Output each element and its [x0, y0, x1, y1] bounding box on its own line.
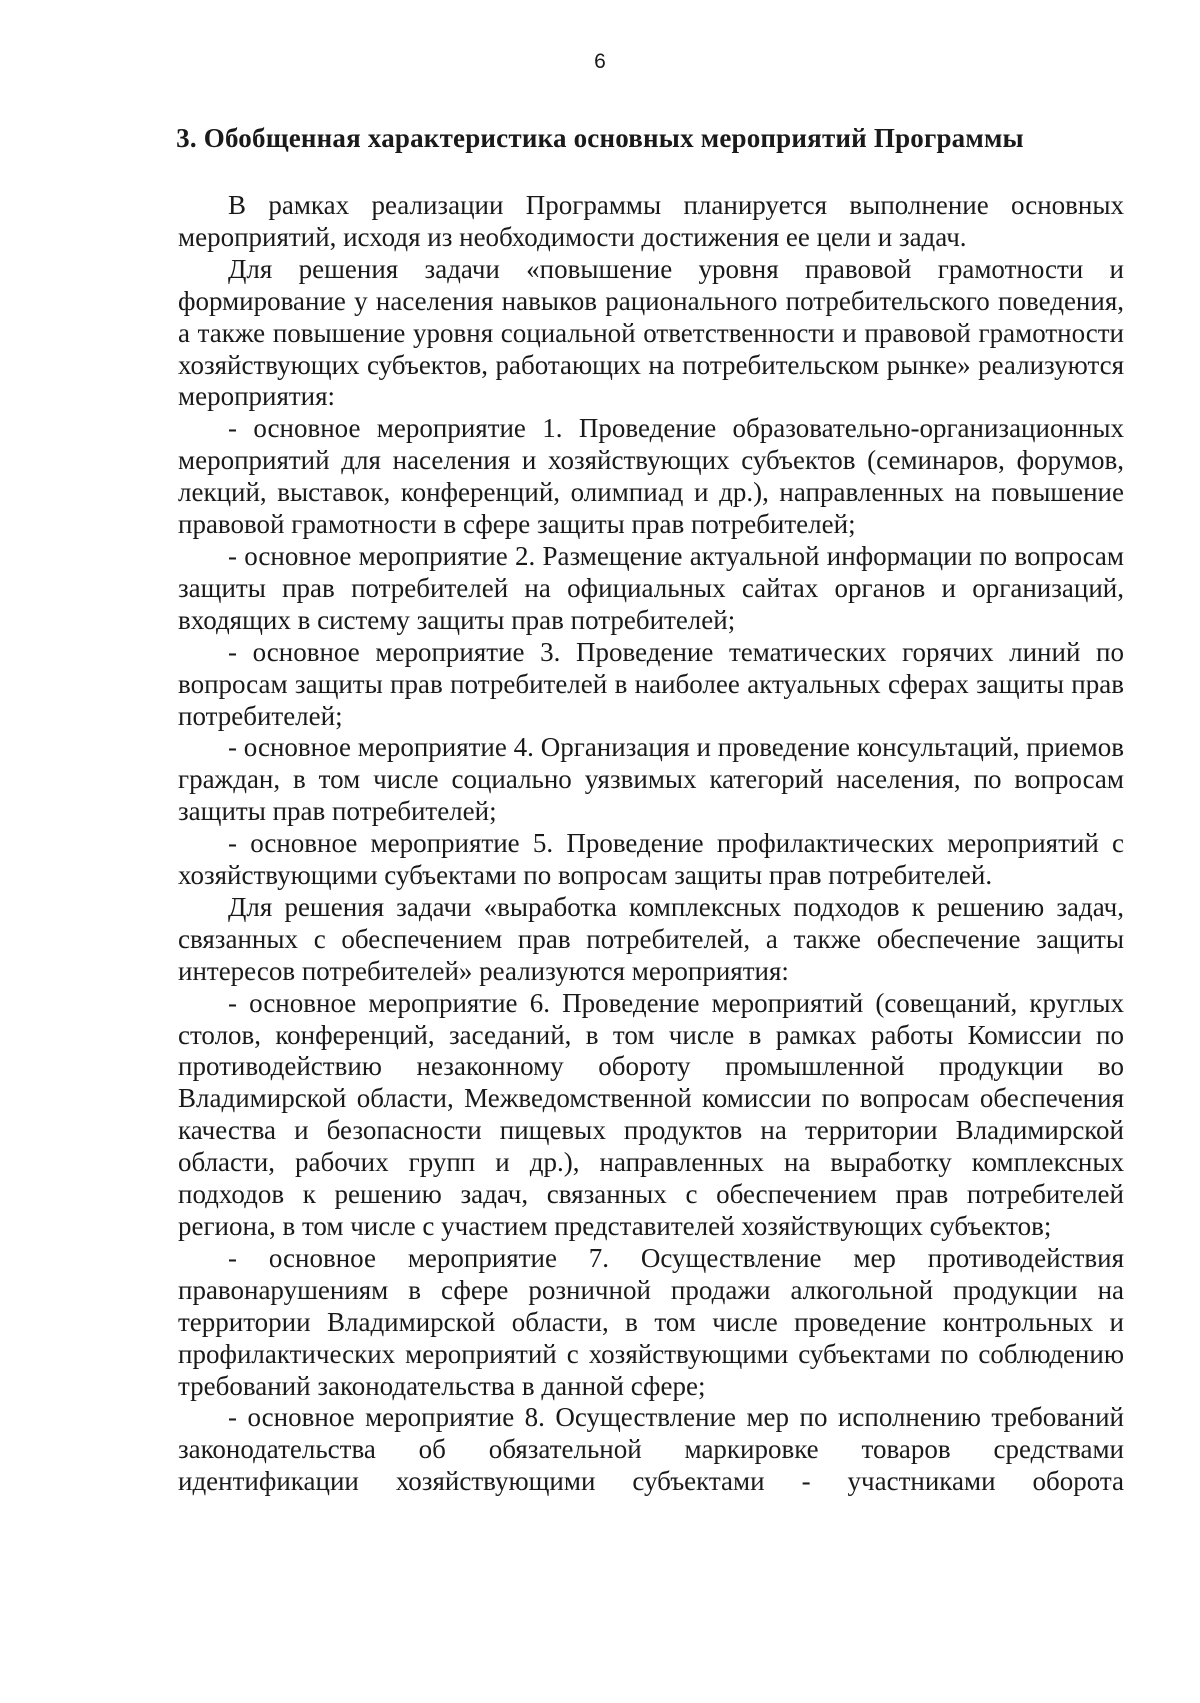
list-item-paragraph: - основное мероприятие 1. Проведение образовательно-организационных мероприятий для населения и хозяйствующих субъектов (семинаров, форумов, лекций, выставок, конференций, олимпиад и др.), направленных на повышение правовой грамотности в сфере защиты прав потребителей; [178, 413, 1124, 540]
list-item-paragraph: - основное мероприятие 8. Осуществление мер по исполнению требований законодательства об обязательной маркировке товаров средствами идентификации хозяйствующими субъектами - участниками оборота [178, 1402, 1124, 1497]
list-item-paragraph: - основное мероприятие 4. Организация и проведение консультаций, приемов граждан, в том числе социально уязвимых категорий населения, по вопросам защиты прав потребителей; [178, 732, 1124, 827]
list-item-paragraph: - основное мероприятие 6. Проведение мероприятий (совещаний, круглых столов, конференций, заседаний, в том числе в рамках работы Комиссии по противодействию незаконному обороту промышленной продукции во Владимирской области, Межведомственной комиссии по вопросам обеспечения качества и безопасности пищевых продуктов на территории Владимирской области, рабочих групп и др.), направленных на выработку комплексных подходов к решению задач, связанных с обеспечением прав потребителей региона, в том числе с участием представителей хозяйствующих субъектов; [178, 987, 1124, 1241]
section-heading: 3. Обобщенная характеристика основных мероприятий Программы [176, 123, 1024, 153]
page-number: 6 [594, 50, 606, 73]
list-item-paragraph: - основное мероприятие 5. Проведение профилактических мероприятий с хозяйствующими субъектами по вопросам защиты прав потребителей. [178, 828, 1124, 891]
document-body [178, 190, 1124, 1498]
list-item-paragraph: - основное мероприятие 2. Размещение актуальной информации по вопросам защиты прав потребителей на официальных сайтах органов и организаций, входящих в систему защиты прав потребителей; [178, 540, 1124, 635]
paragraph: Для решения задачи «повышение уровня правовой грамотности и формирование у населения навыков рационального потребительского поведения, а также повышение уровня социальной ответственности и правовой грамотности хозяйствующих субъектов, работающих на потребительском рынке» реализуются мероприятия: [178, 253, 1124, 412]
list-item-paragraph: - основное мероприятие 3. Проведение тематических горячих линий по вопросам защиты прав потребителей в наиболее актуальных сферах защиты прав потребителей; [178, 636, 1124, 731]
paragraph: Для решения задачи «выработка комплексных подходов к решению задач, связанных с обеспечением прав потребителей, а также обеспечение защиты интересов потребителей» реализуются мероприятия: [178, 891, 1124, 986]
list-item-paragraph: - основное мероприятие 7. Осуществление мер противодействия правонарушениям в сфере розничной продажи алкогольной продукции на территории Владимирской области, в том числе проведение контрольных и профилактических мероприятий с хозяйствующими субъектами по соблюдению требований законодательства в данной сфере; [178, 1242, 1124, 1401]
paragraph: В рамках реализации Программы планируется выполнение основных мероприятий, исходя из необходимости достижения ее цели и задач. [178, 190, 1124, 252]
